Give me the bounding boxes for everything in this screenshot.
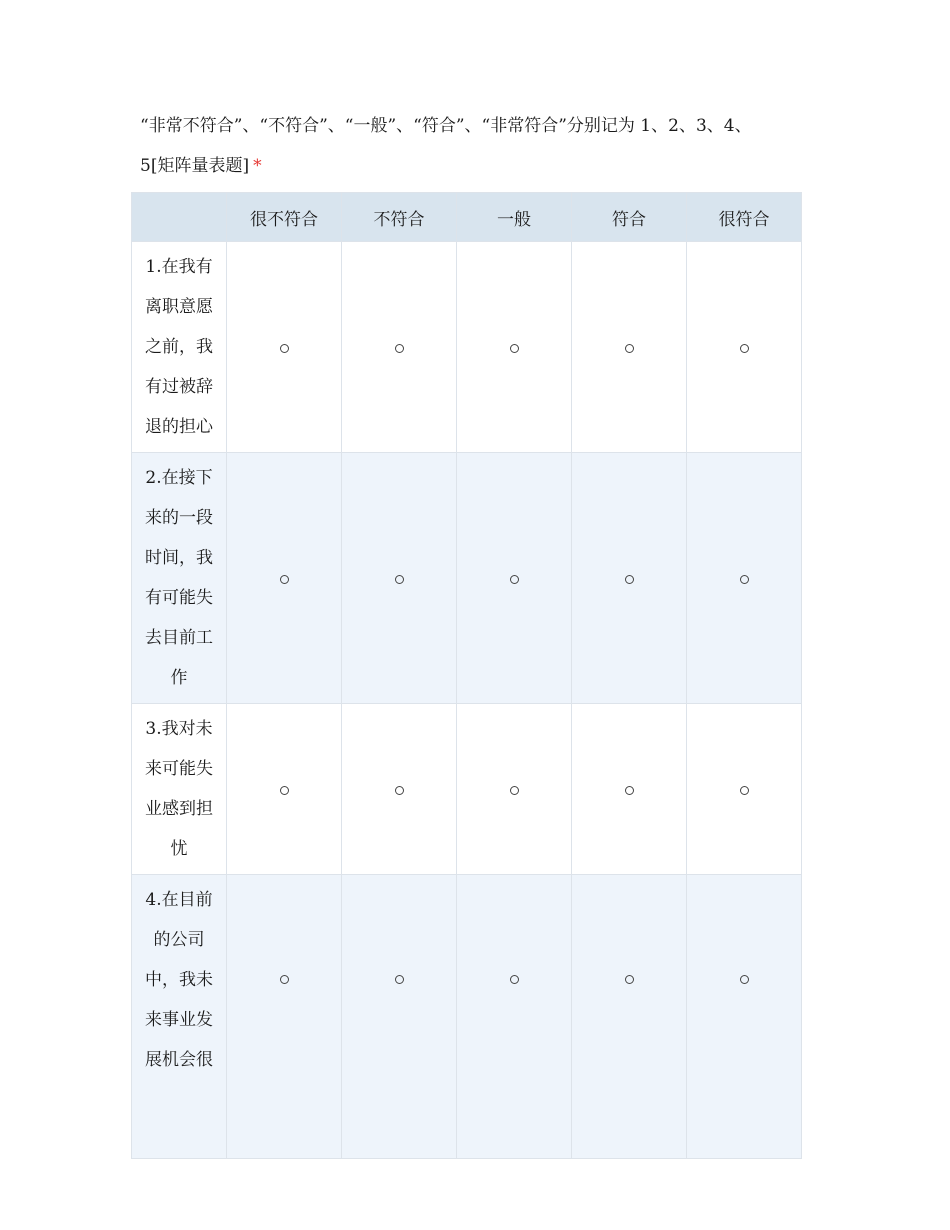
radio-button[interactable] bbox=[625, 575, 634, 584]
column-header: 很符合 bbox=[687, 193, 802, 242]
radio-button[interactable] bbox=[280, 344, 289, 353]
column-header: 一般 bbox=[457, 193, 572, 242]
radio-cell[interactable] bbox=[457, 704, 572, 875]
radio-button[interactable] bbox=[740, 975, 749, 984]
radio-button[interactable] bbox=[740, 786, 749, 795]
radio-button[interactable] bbox=[740, 575, 749, 584]
radio-cell[interactable] bbox=[572, 704, 687, 875]
radio-cell[interactable] bbox=[687, 242, 802, 453]
radio-cell[interactable] bbox=[342, 242, 457, 453]
radio-button[interactable] bbox=[395, 975, 404, 984]
radio-cell[interactable] bbox=[227, 242, 342, 453]
radio-cell[interactable] bbox=[227, 453, 342, 704]
row-label: 3.我对未来可能失业感到担忧 bbox=[132, 704, 227, 875]
header-corner bbox=[132, 193, 227, 242]
radio-cell[interactable] bbox=[457, 453, 572, 704]
radio-cell[interactable] bbox=[572, 875, 687, 1159]
radio-button[interactable] bbox=[510, 975, 519, 984]
column-header: 很不符合 bbox=[227, 193, 342, 242]
row-label: 2.在接下来的一段时间，我有可能失去目前工作 bbox=[132, 453, 227, 704]
radio-cell[interactable] bbox=[342, 453, 457, 704]
radio-button[interactable] bbox=[625, 344, 634, 353]
radio-cell[interactable] bbox=[457, 242, 572, 453]
radio-button[interactable] bbox=[510, 344, 519, 353]
radio-button[interactable] bbox=[625, 975, 634, 984]
radio-cell[interactable] bbox=[227, 875, 342, 1159]
radio-cell[interactable] bbox=[687, 704, 802, 875]
header-row bbox=[132, 193, 802, 242]
radio-button[interactable] bbox=[740, 344, 749, 353]
radio-cell[interactable] bbox=[457, 875, 572, 1159]
radio-button[interactable] bbox=[280, 786, 289, 795]
radio-button[interactable] bbox=[280, 575, 289, 584]
radio-button[interactable] bbox=[395, 786, 404, 795]
table-row bbox=[132, 242, 802, 453]
table-row bbox=[132, 875, 802, 1159]
radio-button[interactable] bbox=[280, 975, 289, 984]
row-label: 4.在目前的公司中，我未来事业发展机会很 bbox=[145, 890, 213, 1069]
radio-button[interactable] bbox=[510, 575, 519, 584]
question-text: “非常不符合”、“不符合”、“一般”、“符合”、“非常符合”分别记为 1、2、3、4、5[矩阵量表题] bbox=[140, 116, 752, 176]
radio-button[interactable] bbox=[395, 575, 404, 584]
table-row bbox=[132, 704, 802, 875]
column-header: 不符合 bbox=[342, 193, 457, 242]
question-title bbox=[140, 106, 780, 186]
radio-cell[interactable] bbox=[342, 704, 457, 875]
radio-cell[interactable] bbox=[342, 875, 457, 1159]
required-mark: * bbox=[253, 156, 262, 176]
matrix-scale-table bbox=[131, 192, 802, 1159]
table-row bbox=[132, 453, 802, 704]
row-label: 1.在我有离职意愿之前，我有过被辞退的担心 bbox=[132, 242, 227, 453]
column-header: 符合 bbox=[572, 193, 687, 242]
radio-button[interactable] bbox=[625, 786, 634, 795]
row-label-cell bbox=[132, 875, 227, 1159]
radio-cell[interactable] bbox=[687, 875, 802, 1159]
radio-cell[interactable] bbox=[687, 453, 802, 704]
radio-button[interactable] bbox=[395, 344, 404, 353]
radio-cell[interactable] bbox=[572, 453, 687, 704]
radio-button[interactable] bbox=[510, 786, 519, 795]
radio-cell[interactable] bbox=[572, 242, 687, 453]
radio-cell[interactable] bbox=[227, 704, 342, 875]
